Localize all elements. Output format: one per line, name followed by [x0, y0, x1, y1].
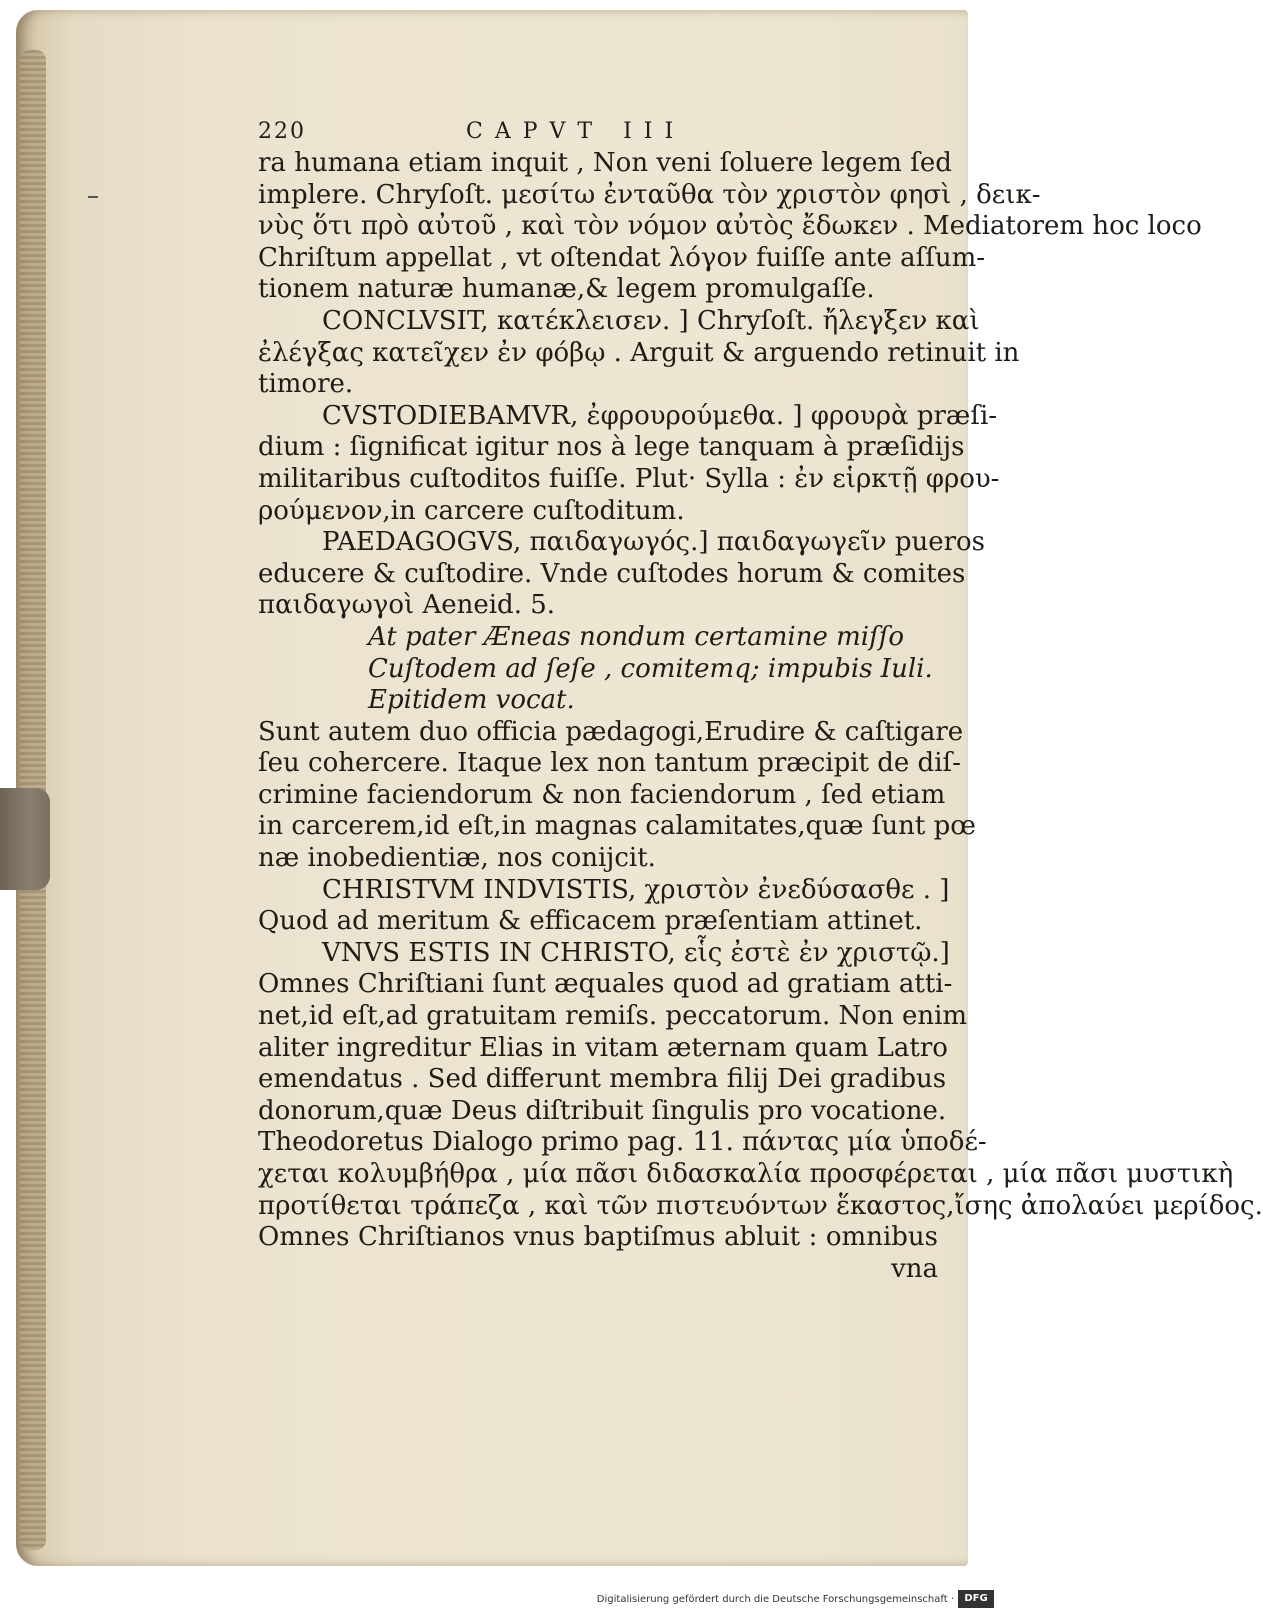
text-line: Theodoretus Dialogo primo pag. 11. πάντας μία ὑποδέ- [258, 1127, 987, 1158]
page-text-block [258, 110, 1263, 1285]
text-line: næ inobedientiæ, nos conijcit. [258, 843, 656, 874]
text-line: Cuſtodem ad ſeſe , comitemq; impubis Iuli. [368, 653, 933, 684]
text-line: aliter ingreditur Elias in vitam æternam quam Latro [258, 1032, 948, 1063]
text-line: Omnes Chriſtiani ſunt æquales quod ad gratiam atti- [258, 969, 953, 1000]
page-number: 220 [258, 119, 306, 144]
text-line: νὺς ὅτι πρὸ αὐτοῦ , καὶ τὸν νόμον αὐτὸς ἔδωκεν . Mediatorem hoc loco [258, 211, 1202, 242]
text-line: dium : ſignificat igitur nos à lege tanquam à præſidijs [258, 432, 965, 463]
text-line: παιδαγωγοὶ Aeneid. 5. [258, 590, 556, 621]
margin-mark [88, 196, 98, 198]
text-line: ſeu cohercere. Itaque lex non tantum præcipit de diſ- [258, 748, 961, 779]
text-line: At pater Æneas nondum certamine miſſo [368, 621, 904, 652]
running-header [258, 110, 938, 148]
text-line: ἐλέγξας κατεῖχεν ἐν φόβῳ . Arguit & arguendo retinuit in [258, 337, 1020, 368]
text-line: προτίθεται τράπεζα , καὶ τῶν πιστευόντων ἕκαστος,ἴσης ἀπολαύει μερίδος. [258, 1190, 1263, 1221]
text-line: Sunt autem duo officia pædagogi,Erudire & caſtigare [258, 716, 964, 747]
text-line: χεται κολυμβήθρα , μία πᾶσι διδασκαλία προσφέρεται , μία πᾶσι μυστικὴ [258, 1159, 1234, 1189]
text-lines [258, 148, 1263, 1285]
text-line: educere & cuſtodire. Vnde cuſtodes horum & comites [258, 558, 966, 589]
digitization-footer [0, 1570, 1000, 1620]
text-line: implere. Chryſoſt. μεσίτω ἐνταῦθα τὸν χριστὸν φησὶ , δεικ- [258, 179, 1041, 210]
text-line: Chriſtum appellat , vt oſtendat λόγον fuiſſe ante aſſum- [258, 242, 986, 273]
text-line: crimine faciendorum & non faciendorum , ſed etiam [258, 779, 946, 810]
text-line: CVSTODIEBAMVR, ἐφρουρούμεθα. ] φρουρὰ præſi- [322, 400, 998, 431]
text-line: emendatus . Sed differunt membra filij Dei gradibus [258, 1064, 947, 1095]
text-line: vna [891, 1253, 938, 1284]
dfg-logo: DFG [958, 1590, 994, 1608]
clasp-tab [0, 788, 50, 890]
running-title: CAPVT III [466, 119, 686, 144]
text-line: VNVS ESTIS IN CHRISTO, εἷς ἐστὲ ἐν χριστῷ.] [322, 937, 950, 968]
text-line: militaribus cuſtoditos fuiſſe. Plut· Sylla : ἐν εἱρκτῇ φρου- [258, 463, 1000, 494]
text-line: Epitidem vocat. [368, 685, 575, 716]
text-line: ρούμενον,in carcere cuſtoditum. [258, 495, 685, 526]
text-line: in carcerem,id eſt,in magnas calamitates,quæ ſunt pœ [258, 811, 976, 842]
text-line: Quod ad meritum & efficacem præſentiam attinet. [258, 906, 923, 937]
text-line: PAEDAGOGVS, παιδαγωγός.] παιδαγωγεῖν pueros [322, 527, 986, 558]
text-line: net,id eſt,ad gratuitam remiſs. peccatorum. Non enim [258, 1001, 968, 1032]
text-line: tionem naturæ humanæ,& legem promulgaſſe. [258, 274, 875, 305]
text-line: timore. [258, 369, 354, 400]
funding-credit: Digitalisierung gefördert durch die Deutsche Forschungsgemeinschaft · [596, 1594, 954, 1605]
text-line: donorum,quæ Deus diſtribuit ſingulis pro vocatione. [258, 1095, 947, 1126]
text-line: CHRISTVM INDVISTIS, χριστὸν ἐνεδύσασθε . ] [322, 874, 950, 905]
text-line: Omnes Chriſtianos vnus baptiſmus abluit : omnibus [258, 1222, 938, 1253]
text-line: CONCLVSIT, κατέκλεισεν. ] Chryſoſt. ἤλεγξεν καὶ [322, 305, 980, 336]
text-line: ra humana etiam inquit , Non veni ſoluere legem ſed [258, 148, 952, 178]
